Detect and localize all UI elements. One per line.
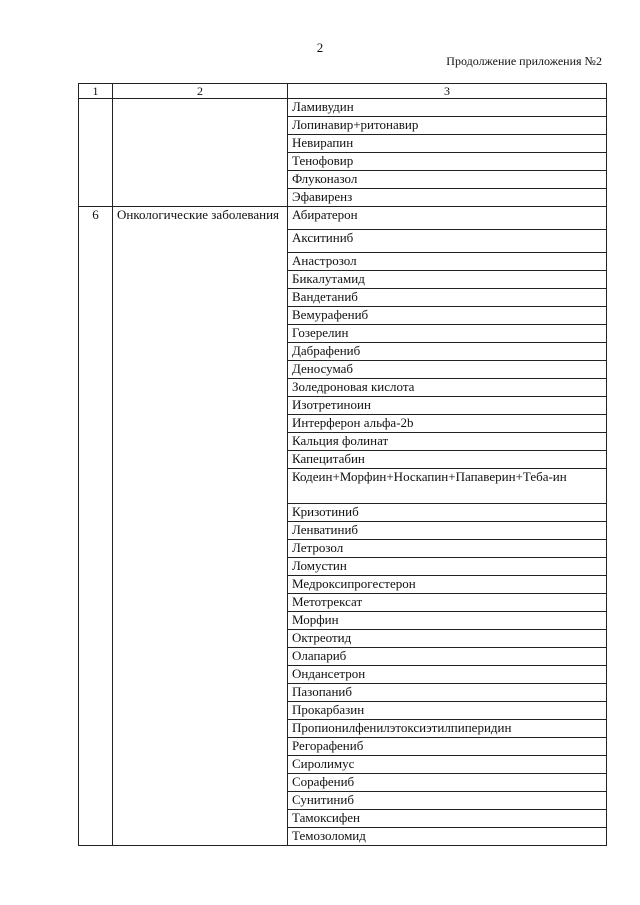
drug-name: Пропионилфенилэтоксиэтилпиперидин [288, 720, 607, 738]
row-number [79, 99, 113, 207]
drug-name: Ондансетрон [288, 666, 607, 684]
drug-name: Невирапин [288, 135, 607, 153]
column-header-2: 2 [113, 84, 288, 99]
drug-name: Золедроновая кислота [288, 379, 607, 397]
drug-name: Сиролимус [288, 756, 607, 774]
drug-name: Олапариб [288, 648, 607, 666]
page-number: 2 [316, 40, 324, 55]
drug-name: Акситиниб [288, 230, 607, 253]
drug-name: Сунитиниб [288, 792, 607, 810]
drug-name: Метотрексат [288, 594, 607, 612]
drug-name: Лопинавир+ритонавир [288, 117, 607, 135]
row-number: 6 [79, 207, 113, 846]
continuation-caption: Продолжение приложения №2 [446, 54, 602, 68]
drug-name: Кальция фолинат [288, 433, 607, 451]
drug-name: Деносумаб [288, 361, 607, 379]
drug-name: Эфавиренз [288, 189, 607, 207]
drug-name: Вемурафениб [288, 307, 607, 325]
drug-name: Гозерелин [288, 325, 607, 343]
drug-name: Бикалутамид [288, 271, 607, 289]
drug-name: Тамоксифен [288, 810, 607, 828]
drug-name: Прокарбазин [288, 702, 607, 720]
drug-name: Медроксипрогестерон [288, 576, 607, 594]
drug-name: Изотретиноин [288, 397, 607, 415]
drug-name: Темозоломид [288, 828, 607, 846]
drug-name: Абиратерон [288, 207, 607, 230]
column-header-1: 1 [79, 84, 113, 99]
drug-name: Октреотид [288, 630, 607, 648]
drug-name: Ламивудин [288, 99, 607, 117]
drug-name: Вандетаниб [288, 289, 607, 307]
drug-name: Пазопаниб [288, 684, 607, 702]
drug-name: Анастрозол [288, 253, 607, 271]
drug-name: Морфин [288, 612, 607, 630]
drug-name: Кодеин+Морфин+Носкапин+Папаверин+Теба-ин [288, 469, 607, 504]
drug-name: Тенофовир [288, 153, 607, 171]
drug-name: Регорафениб [288, 738, 607, 756]
column-header-3: 3 [288, 84, 607, 99]
drug-name: Сорафениб [288, 774, 607, 792]
drug-name: Дабрафениб [288, 343, 607, 361]
table-row [79, 99, 607, 117]
drug-name: Ленватиниб [288, 522, 607, 540]
drug-name: Кризотиниб [288, 504, 607, 522]
drug-table [78, 83, 607, 846]
disease-name [113, 99, 288, 207]
drug-name: Ломустин [288, 558, 607, 576]
header-row [79, 84, 607, 99]
drug-name: Флуконазол [288, 171, 607, 189]
drug-name: Летрозол [288, 540, 607, 558]
drug-name: Капецитабин [288, 451, 607, 469]
disease-name: Онкологические заболевания [113, 207, 288, 846]
table-row [79, 207, 607, 230]
drug-name: Интерферон альфа-2b [288, 415, 607, 433]
